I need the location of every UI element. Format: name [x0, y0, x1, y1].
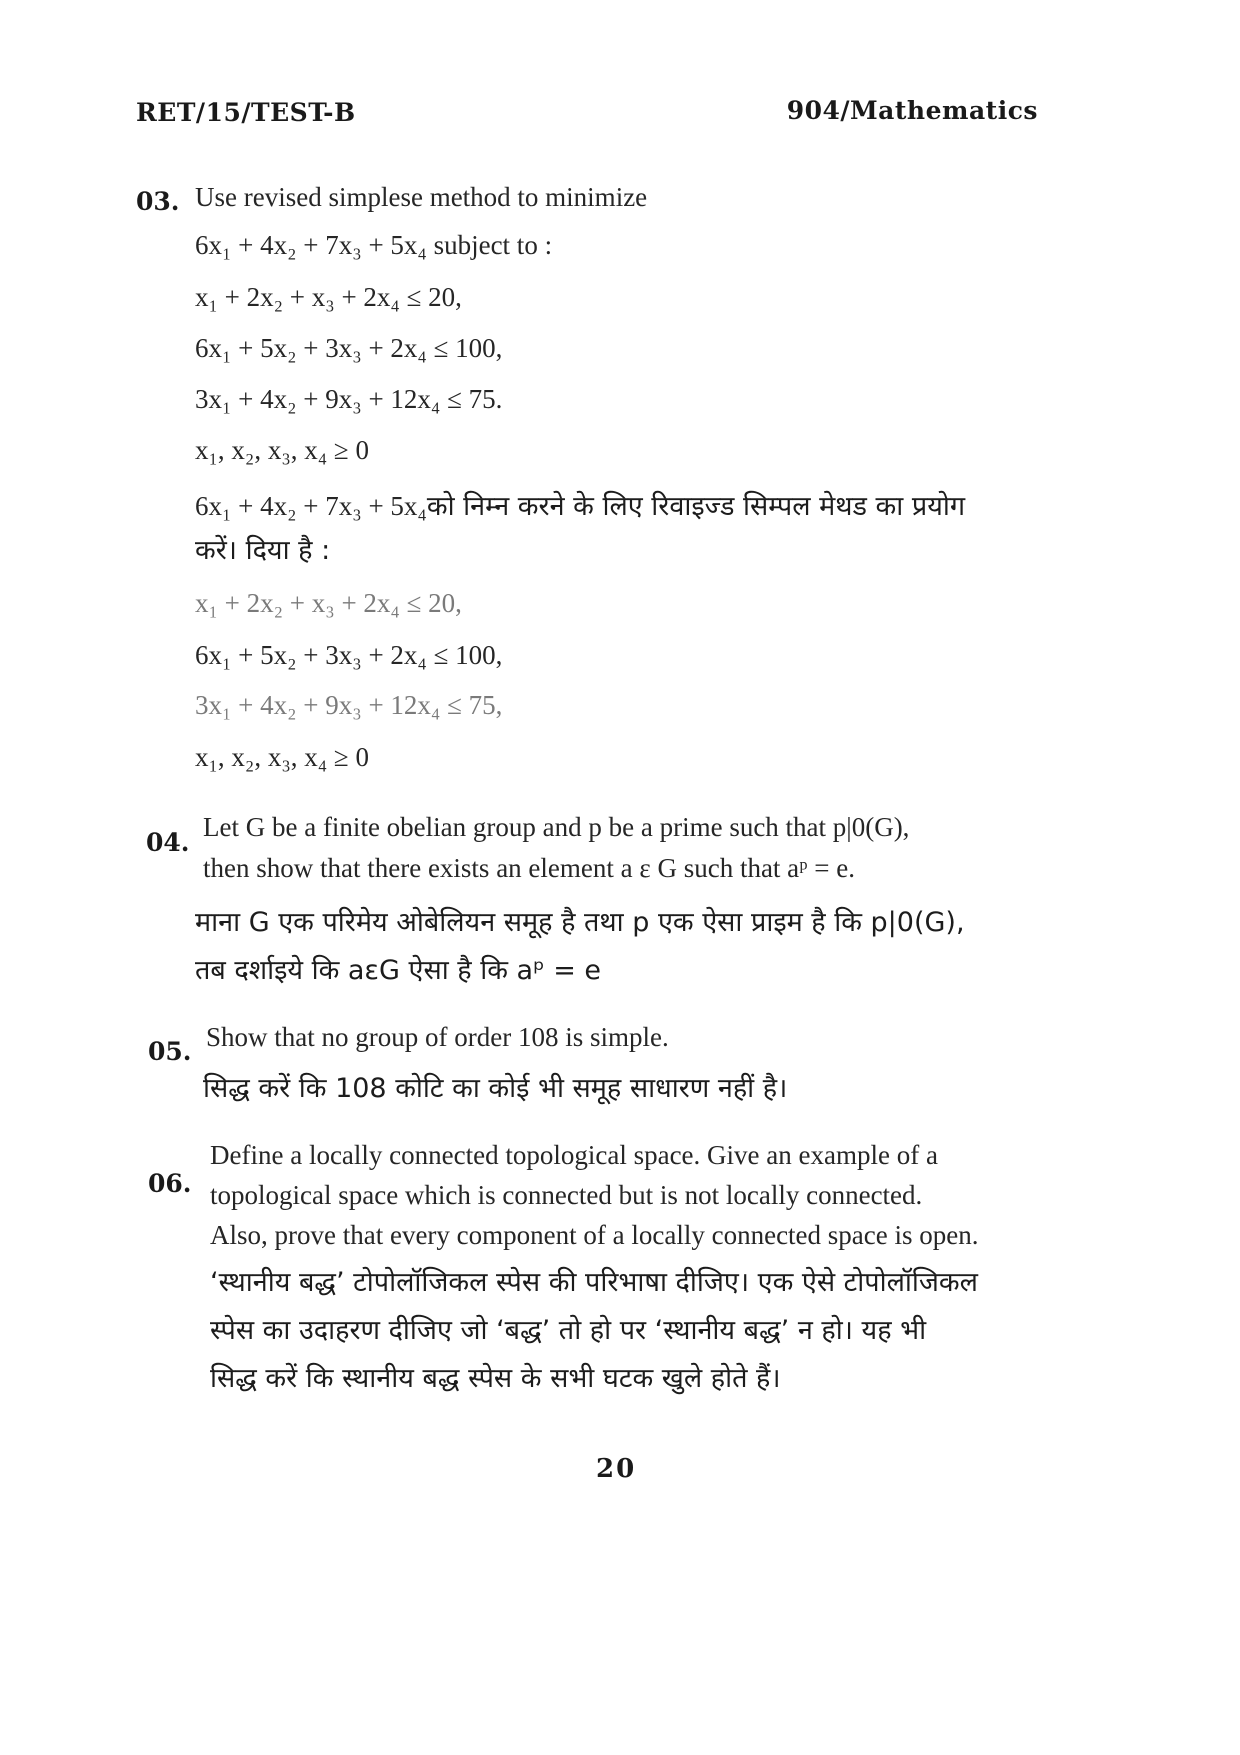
question-04-hindi-line-2: तब दर्शाइये कि aεG ऐसा है कि aᵖ = e	[195, 955, 602, 986]
question-03-constraint-3: 3x₁ + 4x₂ + 9x₃ + 12x₄ ≤ 75.	[195, 384, 503, 414]
question-06-number: 06.	[148, 1169, 192, 1198]
question-05-line-1: Show that no group of order 108 is simple.	[206, 1022, 669, 1052]
question-03-constraint-2: 6x₁ + 5x₂ + 3x₃ + 2x₄ ≤ 100,	[195, 333, 503, 363]
question-03-hindi-line-2: करें। दिया है :	[195, 535, 331, 566]
question-03-number: 03.	[136, 187, 180, 216]
question-03-hindi-constraint-3: 3x₁ + 4x₂ + 9x₃ + 12x₄ ≤ 75,	[195, 690, 503, 720]
question-05-hindi-line-1: सिद्ध करें कि 108 कोटि का कोई भी समूह साधारण नहीं है।	[203, 1073, 788, 1104]
question-03-constraint-1: x₁ + 2x₂ + x₃ + 2x₄ ≤ 20,	[195, 282, 462, 312]
question-04-hindi-line-1: माना G एक परिमेय ओबेलियन समूह है तथा p एक ऐसा प्राइम है कि p|0(G),	[195, 907, 965, 938]
question-06-hindi-line-1: ‘स्थानीय बद्ध’ टोपोलॉजिकल स्पेस की परिभाषा दीजिए। एक ऐसे टोपोलॉजिकल	[210, 1267, 978, 1298]
question-03-objective: 6x₁ + 4x₂ + 7x₃ + 5x₄ subject to :	[195, 230, 553, 260]
question-03-hindi-constraint-1: x₁ + 2x₂ + x₃ + 2x₄ ≤ 20,	[195, 588, 462, 618]
question-05-number: 05.	[148, 1037, 192, 1066]
question-03-hindi-line-1	[195, 486, 965, 523]
question-06-hindi-line-2: स्पेस का उदाहरण दीजिए जो ‘बद्ध’ तो हो पर ‘स्थानीय बद्ध’ न हो। यह भी	[210, 1315, 927, 1346]
question-03-hindi-objective: 6x₁ + 4x₂ + 7x₃ + 5x₄	[195, 491, 427, 521]
page-number: 20	[596, 1454, 637, 1484]
question-06-line-1: Define a locally connected topological space. Give an example of a	[210, 1140, 938, 1170]
test-code-header: RET/15/TEST-B	[136, 98, 356, 127]
question-03-hindi-text: को निम्न करने के लिए रिवाइज्ड सिम्पल मेथड का प्रयोग	[426, 491, 966, 522]
question-03-nonnegativity: x₁, x₂, x₃, x₄ ≥ 0	[195, 435, 369, 465]
question-06-line-3: Also, prove that every component of a locally connected space is open.	[210, 1220, 979, 1250]
subject-header: 904/Mathematics	[786, 96, 1038, 125]
question-06-hindi-line-3: सिद्ध करें कि स्थानीय बद्ध स्पेस के सभी घटक खुले होते हैं।	[210, 1363, 781, 1394]
question-03-hindi-nonnegativity: x₁, x₂, x₃, x₄ ≥ 0	[195, 742, 369, 772]
question-04-line-2: then show that there exists an element a ε G such that aᵖ = e.	[203, 853, 856, 883]
question-06-line-2: topological space which is connected but is not locally connected.	[210, 1180, 923, 1210]
question-04-line-1: Let G be a finite obelian group and p be a prime such that p|0(G),	[203, 812, 910, 842]
question-03-hindi-constraint-2: 6x₁ + 5x₂ + 3x₃ + 2x₄ ≤ 100,	[195, 640, 503, 670]
question-03-intro: Use revised simplese method to minimize	[195, 182, 648, 212]
question-04-number: 04.	[146, 828, 190, 857]
